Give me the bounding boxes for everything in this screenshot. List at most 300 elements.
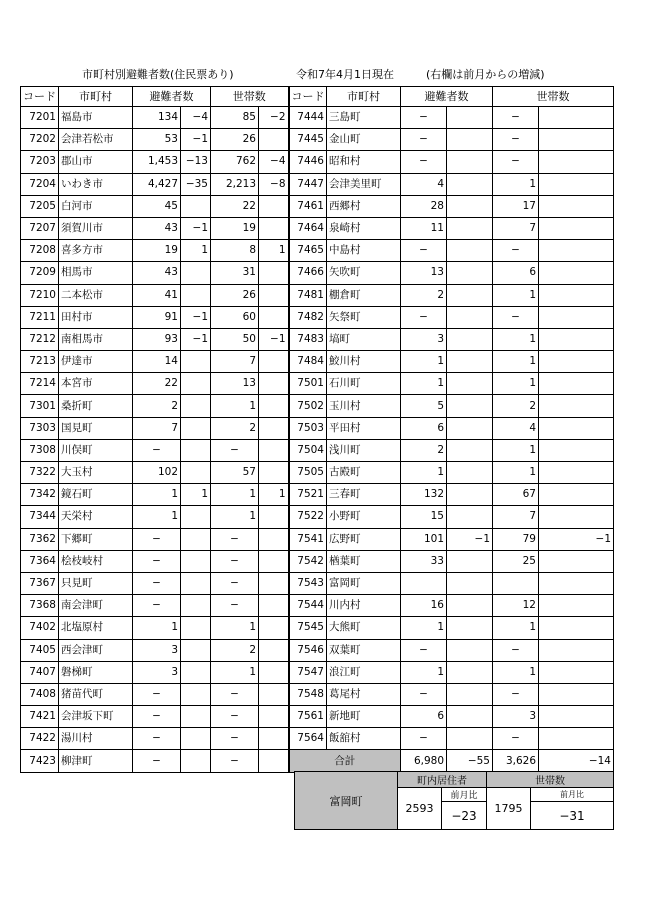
evacuee-table (20, 86, 614, 773)
left-code: 7303 (21, 417, 59, 439)
header-muni-right: 市町村 (327, 87, 401, 107)
table-row (21, 328, 614, 350)
right-evacuees-change (447, 195, 493, 217)
total-evacuees: 6,980 (401, 750, 447, 772)
right-name: 中島村 (327, 240, 401, 262)
right-evacuees-change (447, 173, 493, 195)
right-households-change (539, 661, 614, 683)
right-households-change (539, 129, 614, 151)
right-evacuees: − (401, 683, 447, 705)
left-evacuees-change: −1 (181, 217, 211, 239)
left-households-change (259, 462, 289, 484)
change-note: (右欄は前月からの増減) (426, 68, 545, 81)
right-name: 小野町 (327, 506, 401, 528)
right-evacuees: − (401, 306, 447, 328)
left-name: 西会津町 (59, 639, 133, 661)
left-evacuees: 22 (133, 373, 181, 395)
right-households: 1 (493, 328, 539, 350)
right-households: 3 (493, 706, 539, 728)
left-evacuees-change (181, 683, 211, 705)
right-households-change: −1 (539, 528, 614, 550)
right-households: 2 (493, 395, 539, 417)
right-code: 7464 (289, 217, 327, 239)
resident-change-label: 前月比 (442, 788, 487, 802)
left-households: 1 (211, 506, 259, 528)
right-evacuees-change (447, 706, 493, 728)
right-evacuees: 2 (401, 284, 447, 306)
right-households: 6 (493, 262, 539, 284)
right-households-change (539, 595, 614, 617)
right-code: 7542 (289, 550, 327, 572)
right-households: − (493, 107, 539, 129)
left-evacuees: − (133, 439, 181, 461)
left-evacuees: 3 (133, 661, 181, 683)
left-households-change (259, 395, 289, 417)
right-evacuees-change (447, 129, 493, 151)
right-code: 7446 (289, 151, 327, 173)
left-code: 7322 (21, 462, 59, 484)
right-evacuees: 15 (401, 506, 447, 528)
right-households-change (539, 107, 614, 129)
left-code: 7301 (21, 395, 59, 417)
header-households-left: 世帯数 (211, 87, 289, 107)
right-name: 塙町 (327, 328, 401, 350)
right-households: − (493, 683, 539, 705)
right-name: 楢葉町 (327, 550, 401, 572)
tomioka-summary-table (294, 771, 614, 830)
right-evacuees-change (447, 328, 493, 350)
right-evacuees-change (447, 351, 493, 373)
left-households: − (211, 750, 259, 772)
left-households-change (259, 550, 289, 572)
right-evacuees-change (447, 439, 493, 461)
table-row (21, 528, 614, 550)
right-evacuees-change: −1 (447, 528, 493, 550)
left-evacuees: 45 (133, 195, 181, 217)
left-households-change (259, 728, 289, 750)
left-code: 7214 (21, 373, 59, 395)
right-name: 飯舘村 (327, 728, 401, 750)
right-households-change (539, 706, 614, 728)
left-households-change (259, 262, 289, 284)
left-households-change (259, 129, 289, 151)
left-evacuees-change: −1 (181, 306, 211, 328)
left-evacuees-change: −13 (181, 151, 211, 173)
left-households: 2,213 (211, 173, 259, 195)
table-row (21, 661, 614, 683)
right-code: 7444 (289, 107, 327, 129)
left-name: 川俣町 (59, 439, 133, 461)
right-code: 7482 (289, 306, 327, 328)
table-row (21, 706, 614, 728)
left-households: 19 (211, 217, 259, 239)
right-evacuees: 28 (401, 195, 447, 217)
right-households: 1 (493, 661, 539, 683)
left-households: 50 (211, 328, 259, 350)
left-evacuees: 7 (133, 417, 181, 439)
right-households-change (539, 306, 614, 328)
right-households-change (539, 550, 614, 572)
header-code-right: コード (289, 87, 327, 107)
left-code: 7342 (21, 484, 59, 506)
right-evacuees: 2 (401, 439, 447, 461)
left-evacuees: 1,453 (133, 151, 181, 173)
left-households: 57 (211, 462, 259, 484)
left-evacuees: 14 (133, 351, 181, 373)
right-households-change (539, 683, 614, 705)
left-name: 大玉村 (59, 462, 133, 484)
left-evacuees: − (133, 706, 181, 728)
left-households: 31 (211, 262, 259, 284)
table-row (21, 572, 614, 594)
right-evacuees: − (401, 639, 447, 661)
left-households: 60 (211, 306, 259, 328)
right-households: − (493, 639, 539, 661)
left-name: 福島市 (59, 107, 133, 129)
left-code: 7405 (21, 639, 59, 661)
right-code: 7502 (289, 395, 327, 417)
left-households: − (211, 683, 259, 705)
table-row (21, 262, 614, 284)
left-households: − (211, 728, 259, 750)
left-households: 1 (211, 617, 259, 639)
right-households-change (539, 173, 614, 195)
right-evacuees-change (447, 661, 493, 683)
right-households-change (539, 728, 614, 750)
left-name: 国見町 (59, 417, 133, 439)
right-code: 7564 (289, 728, 327, 750)
left-code: 7367 (21, 572, 59, 594)
right-households: 79 (493, 528, 539, 550)
left-evacuees: 4,427 (133, 173, 181, 195)
right-name: 石川町 (327, 373, 401, 395)
right-code: 7504 (289, 439, 327, 461)
right-households-change (539, 395, 614, 417)
right-name: 鮫川村 (327, 351, 401, 373)
page-title: 市町村別避難者数(住民票あり) (82, 68, 234, 81)
left-households: 1 (211, 395, 259, 417)
left-name: 只見町 (59, 572, 133, 594)
left-name: 鏡石町 (59, 484, 133, 506)
right-households: 1 (493, 617, 539, 639)
left-evacuees: 53 (133, 129, 181, 151)
left-evacuees-change: 1 (181, 484, 211, 506)
right-households-change (539, 462, 614, 484)
left-name: 南相馬市 (59, 328, 133, 350)
left-code: 7209 (21, 262, 59, 284)
left-households-change: 1 (259, 484, 289, 506)
left-evacuees: 91 (133, 306, 181, 328)
right-name: 泉崎村 (327, 217, 401, 239)
table-row (21, 240, 614, 262)
left-code: 7207 (21, 217, 59, 239)
left-households: 26 (211, 129, 259, 151)
right-name: 新地町 (327, 706, 401, 728)
right-name: 大熊町 (327, 617, 401, 639)
left-households-change (259, 572, 289, 594)
right-name: 川内村 (327, 595, 401, 617)
right-evacuees: 101 (401, 528, 447, 550)
left-households-change (259, 683, 289, 705)
right-households: 7 (493, 217, 539, 239)
right-households-change (539, 151, 614, 173)
right-evacuees: − (401, 151, 447, 173)
left-name: いわき市 (59, 173, 133, 195)
left-evacuees-change (181, 550, 211, 572)
right-households (493, 572, 539, 594)
left-code: 7201 (21, 107, 59, 129)
table-row (21, 151, 614, 173)
left-name: 桧枝岐村 (59, 550, 133, 572)
left-evacuees: 1 (133, 617, 181, 639)
right-name: 矢吹町 (327, 262, 401, 284)
table-row (21, 284, 614, 306)
right-evacuees-change (447, 395, 493, 417)
left-name: 天栄村 (59, 506, 133, 528)
households-change-label: 前月比 (531, 788, 614, 802)
right-name: 西郷村 (327, 195, 401, 217)
right-evacuees-change (447, 262, 493, 284)
left-households-change: −4 (259, 151, 289, 173)
left-households-change: −8 (259, 173, 289, 195)
left-code: 7203 (21, 151, 59, 173)
total-households-change: −14 (539, 750, 614, 772)
left-name: 桑折町 (59, 395, 133, 417)
left-households-change (259, 750, 289, 772)
left-evacuees-change (181, 572, 211, 594)
right-evacuees-change (447, 506, 493, 528)
right-evacuees-change (447, 572, 493, 594)
right-evacuees-change (447, 417, 493, 439)
right-households: 25 (493, 550, 539, 572)
left-code: 7362 (21, 528, 59, 550)
header-code-left: コード (21, 87, 59, 107)
left-households: − (211, 706, 259, 728)
left-evacuees: − (133, 550, 181, 572)
right-households: 1 (493, 462, 539, 484)
tomioka-name: 富岡町 (295, 772, 398, 830)
left-code: 7364 (21, 550, 59, 572)
left-households: − (211, 595, 259, 617)
right-name: 昭和村 (327, 151, 401, 173)
left-evacuees-change (181, 262, 211, 284)
right-households-change (539, 572, 614, 594)
right-code: 7465 (289, 240, 327, 262)
right-evacuees-change (447, 617, 493, 639)
left-evacuees-change (181, 728, 211, 750)
households-value: 1795 (487, 788, 531, 830)
right-evacuees-change (447, 728, 493, 750)
resident-value: 2593 (398, 788, 442, 830)
right-evacuees: 1 (401, 351, 447, 373)
left-name: 会津若松市 (59, 129, 133, 151)
table-row (21, 506, 614, 528)
right-name: 金山町 (327, 129, 401, 151)
left-households: 1 (211, 661, 259, 683)
left-evacuees-change (181, 750, 211, 772)
right-evacuees-change (447, 595, 493, 617)
left-evacuees: 43 (133, 262, 181, 284)
left-code: 7202 (21, 129, 59, 151)
right-evacuees: 1 (401, 462, 447, 484)
left-households: − (211, 572, 259, 594)
left-evacuees: − (133, 750, 181, 772)
right-code: 7481 (289, 284, 327, 306)
right-households-change (539, 373, 614, 395)
right-households: − (493, 306, 539, 328)
right-households: − (493, 728, 539, 750)
left-evacuees: 134 (133, 107, 181, 129)
right-name: 玉川村 (327, 395, 401, 417)
left-households-change (259, 595, 289, 617)
table-row (21, 417, 614, 439)
right-evacuees: 13 (401, 262, 447, 284)
households-change: −31 (531, 802, 614, 830)
right-households-change (539, 506, 614, 528)
left-households: 2 (211, 417, 259, 439)
right-households: 7 (493, 506, 539, 528)
left-evacuees: 93 (133, 328, 181, 350)
households-header: 世帯数 (487, 772, 614, 788)
right-code: 7461 (289, 195, 327, 217)
left-households-change: −1 (259, 328, 289, 350)
right-code: 7445 (289, 129, 327, 151)
right-evacuees-change (447, 373, 493, 395)
table-row (21, 639, 614, 661)
right-evacuees: 1 (401, 661, 447, 683)
left-households: 8 (211, 240, 259, 262)
right-evacuees: − (401, 107, 447, 129)
left-evacuees-change (181, 639, 211, 661)
left-evacuees: 102 (133, 462, 181, 484)
right-households-change (539, 328, 614, 350)
right-code: 7548 (289, 683, 327, 705)
left-name: 南会津町 (59, 595, 133, 617)
resident-header: 町内居住者 (398, 772, 487, 788)
left-code: 7211 (21, 306, 59, 328)
left-code: 7308 (21, 439, 59, 461)
left-evacuees-change (181, 595, 211, 617)
right-code: 7544 (289, 595, 327, 617)
table-row (21, 750, 614, 772)
right-households-change (539, 439, 614, 461)
left-households-change: −2 (259, 107, 289, 129)
right-evacuees-change (447, 639, 493, 661)
table-row (21, 550, 614, 572)
right-evacuees-change (447, 462, 493, 484)
left-evacuees-change: −35 (181, 173, 211, 195)
right-evacuees: − (401, 240, 447, 262)
table-row (21, 373, 614, 395)
header-row (21, 87, 614, 107)
right-households-change (539, 417, 614, 439)
right-name: 棚倉町 (327, 284, 401, 306)
right-households: 67 (493, 484, 539, 506)
left-code: 7208 (21, 240, 59, 262)
header-evacuees-right: 避難者数 (401, 87, 493, 107)
left-households-change (259, 195, 289, 217)
left-households-change (259, 284, 289, 306)
right-households: 1 (493, 351, 539, 373)
right-name: 三春町 (327, 484, 401, 506)
right-evacuees: 16 (401, 595, 447, 617)
right-code: 7561 (289, 706, 327, 728)
left-households-change (259, 217, 289, 239)
right-evacuees: 33 (401, 550, 447, 572)
table-row (21, 306, 614, 328)
right-code: 7466 (289, 262, 327, 284)
table-row (21, 395, 614, 417)
left-code: 7368 (21, 595, 59, 617)
left-code: 7423 (21, 750, 59, 772)
right-code: 7484 (289, 351, 327, 373)
right-households-change (539, 484, 614, 506)
left-households-change (259, 439, 289, 461)
right-evacuees-change (447, 306, 493, 328)
right-evacuees: 4 (401, 173, 447, 195)
right-households-change (539, 195, 614, 217)
left-evacuees-change (181, 661, 211, 683)
left-evacuees-change (181, 506, 211, 528)
right-evacuees-change (447, 550, 493, 572)
left-code: 7422 (21, 728, 59, 750)
left-evacuees-change: 1 (181, 240, 211, 262)
left-code: 7205 (21, 195, 59, 217)
left-evacuees: 19 (133, 240, 181, 262)
left-households-change (259, 661, 289, 683)
right-name: 三島町 (327, 107, 401, 129)
right-evacuees (401, 572, 447, 594)
right-evacuees: 5 (401, 395, 447, 417)
right-code: 7522 (289, 506, 327, 528)
right-households: 17 (493, 195, 539, 217)
right-code: 7547 (289, 661, 327, 683)
left-evacuees: 1 (133, 506, 181, 528)
right-code: 7501 (289, 373, 327, 395)
left-name: 二本松市 (59, 284, 133, 306)
right-households: 1 (493, 173, 539, 195)
right-households-change (539, 617, 614, 639)
right-evacuees: − (401, 728, 447, 750)
left-evacuees-change (181, 706, 211, 728)
table-row (21, 173, 614, 195)
left-households-change (259, 306, 289, 328)
left-evacuees-change (181, 395, 211, 417)
left-name: 相馬市 (59, 262, 133, 284)
left-code: 7407 (21, 661, 59, 683)
left-name: 本宮市 (59, 373, 133, 395)
table-row (21, 683, 614, 705)
left-name: 湯川村 (59, 728, 133, 750)
left-households-change (259, 417, 289, 439)
right-households-change (539, 262, 614, 284)
left-name: 柳津町 (59, 750, 133, 772)
left-name: 磐梯町 (59, 661, 133, 683)
right-households: − (493, 129, 539, 151)
table-row (21, 129, 614, 151)
left-name: 伊達市 (59, 351, 133, 373)
right-code: 7483 (289, 328, 327, 350)
right-code: 7447 (289, 173, 327, 195)
right-name: 平田村 (327, 417, 401, 439)
right-evacuees-change (447, 151, 493, 173)
left-evacuees: − (133, 728, 181, 750)
right-households: 12 (493, 595, 539, 617)
left-evacuees: − (133, 572, 181, 594)
right-households: 1 (493, 284, 539, 306)
right-code: 7546 (289, 639, 327, 661)
right-households-change (539, 217, 614, 239)
